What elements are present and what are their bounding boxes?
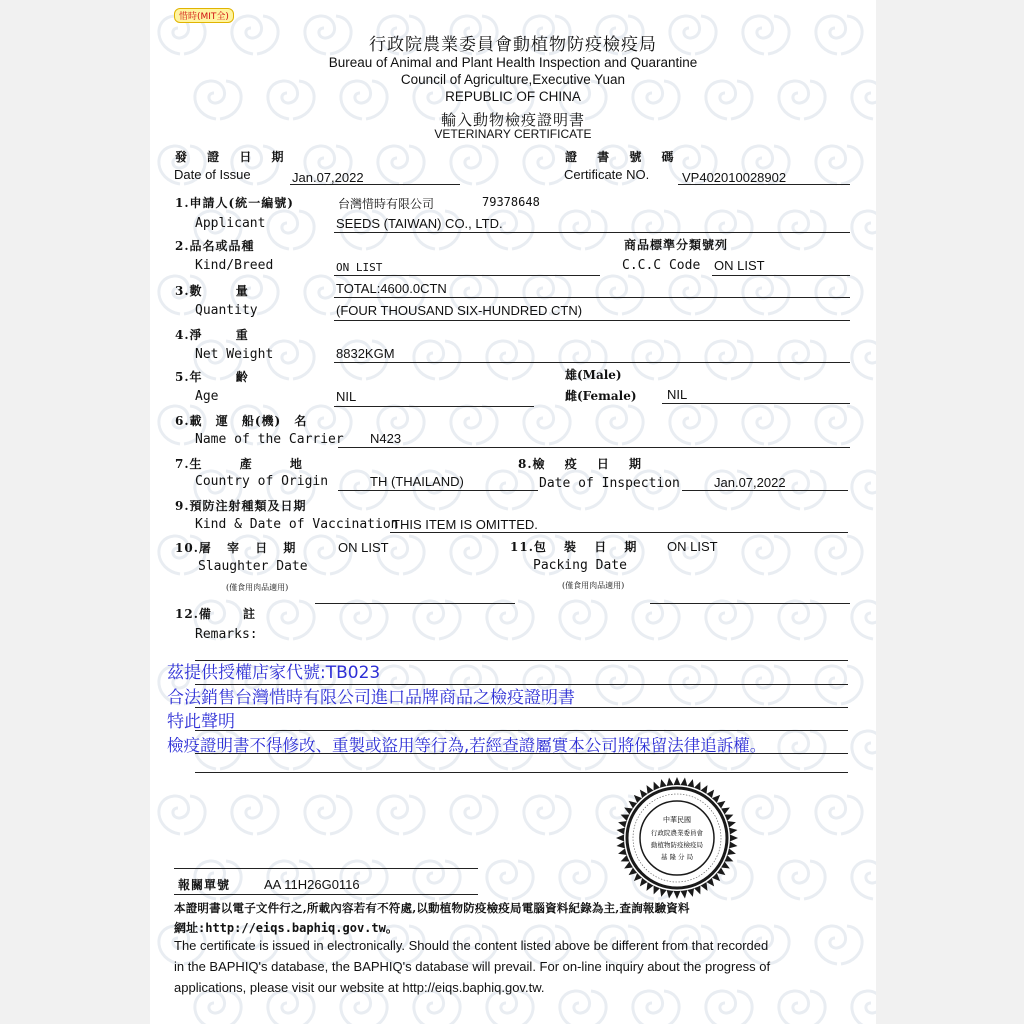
quantity-label-zh: 3.數 量 — [175, 284, 249, 298]
watermark-swirl — [487, 341, 533, 379]
carrier-label-zh: 6.載 運 船(機) 名 — [175, 414, 308, 428]
watermark-swirl — [487, 991, 533, 1024]
footer-note-en-3: applications, please visit our website at http://eiqs.baphiq.gov.tw. — [174, 980, 545, 995]
watermark-swirl — [232, 796, 278, 834]
issue-date-label: Date of Issue — [174, 167, 251, 182]
origin-label-zh: 7.生 產 地 — [175, 457, 303, 471]
carrier-line — [338, 447, 850, 448]
kind-label: Kind/Breed — [195, 258, 274, 273]
vaccination-line — [390, 532, 848, 533]
issue-date-value: Jan.07,2022 — [292, 170, 364, 185]
watermark-swirl — [816, 276, 862, 314]
watermark-swirl — [597, 406, 643, 444]
weight-line — [334, 362, 850, 363]
watermark-swirl — [852, 341, 876, 379]
watermark-swirl — [743, 276, 789, 314]
watermark-swirl — [706, 341, 752, 379]
vaccination-label-zh: 9.預防注射種類及日期 — [175, 499, 307, 513]
origin-value: TH (THAILAND) — [370, 474, 464, 489]
watermark-swirl — [852, 861, 876, 899]
watermark-swirl — [305, 796, 351, 834]
issue-date-line — [290, 184, 460, 185]
watermark-swirl — [816, 406, 862, 444]
footer-note-en-1: The certificate is issued in electronically. Should the content listed above be different from that recorded — [174, 938, 769, 953]
watermark-swirl — [414, 991, 460, 1024]
certificate-title-zh: 輸入動物檢疫證明書 — [440, 111, 585, 129]
watermark-swirl — [670, 276, 716, 314]
watermark-swirl — [268, 601, 314, 639]
customs-top-line — [174, 868, 478, 869]
watermark-swirl — [451, 406, 497, 444]
slaughter-label-zh: 10.屠 宰 日 期 — [175, 541, 297, 555]
age-value: NIL — [336, 389, 357, 404]
applicant-label-zh: 1.申請人(統一編號) — [175, 196, 294, 210]
watermark-swirl — [378, 796, 424, 834]
watermark-swirl — [268, 211, 314, 249]
watermark-swirl — [706, 601, 752, 639]
overlay-authorized-store: 茲提供授權店家代號:TB023 — [167, 663, 381, 683]
overlay-declaration: 特此聲明 — [167, 712, 235, 732]
applicant-label: Applicant — [195, 216, 266, 231]
watermark-swirl — [816, 536, 862, 574]
certificate-number-value: VP402010028902 — [682, 170, 787, 185]
overlay-legal-sale: 合法銷售台灣惜時有限公司進口品牌商品之檢疫證明書 — [167, 688, 575, 708]
bureau-name-en: Bureau of Animal and Plant Health Inspection and Quarantine — [328, 55, 698, 70]
watermark-swirl — [560, 861, 606, 899]
watermark-swirl — [341, 601, 387, 639]
inspection-value: Jan.07,2022 — [714, 475, 786, 490]
watermark-swirl — [487, 601, 533, 639]
age-label-zh: 5.年 齡 — [175, 370, 249, 384]
packing-note: (僅食用肉品適用) — [562, 581, 625, 590]
council-name-en: Council of Agriculture,Executive Yuan — [400, 72, 626, 87]
carrier-value: N423 — [370, 431, 402, 446]
quantity-value: TOTAL:4600.0CTN — [336, 281, 447, 296]
watermark-swirl — [743, 536, 789, 574]
watermark-swirl — [852, 731, 876, 769]
watermark-swirl — [524, 406, 570, 444]
watermark-swirl — [159, 796, 205, 834]
watermark-swirl — [524, 796, 570, 834]
kind-line — [334, 275, 600, 276]
slaughter-value: ON LIST — [338, 540, 389, 555]
weight-label-zh: 4.淨 重 — [175, 328, 249, 342]
customs-value: AA 11H26G0116 — [264, 877, 360, 892]
origin-line — [338, 490, 538, 491]
watermark-swirl — [779, 731, 825, 769]
watermark-swirl — [195, 991, 241, 1024]
store-tag: 惜時(MIT全) — [174, 8, 234, 23]
origin-label: Country of Origin — [195, 474, 329, 489]
certificate-page — [150, 0, 876, 1024]
ccc-value: ON LIST — [714, 258, 765, 273]
packing-label: Packing Date — [533, 558, 627, 573]
vaccination-value: THIS ITEM IS OMITTED. — [392, 517, 538, 532]
watermark-swirl — [779, 601, 825, 639]
applicant-name-zh: 台灣惜時有限公司 — [338, 197, 435, 211]
male-label: 雄(Male) — [565, 368, 622, 382]
watermark-swirl — [378, 146, 424, 184]
ccc-label: C.C.C Code — [622, 258, 701, 273]
applicant-value: SEEDS (TAIWAN) CO., LTD. — [336, 216, 503, 231]
footer-note-zh-1: 本證明書以電子文件行之,所載內容若有不符處,以動植物防疫檢疫局電腦資料紀錄為主,查詢報驗資料 — [174, 901, 690, 915]
bureau-name-zh: 行政院農業委員會動植物防疫檢疫局 — [369, 35, 657, 55]
certificate-number-line — [678, 184, 850, 185]
footer-note-en-2: in the BAPHIQ's database, the BAPHIQ's database will prevail. For on-line inquiry about the progress of — [174, 959, 771, 974]
watermark-swirl — [779, 211, 825, 249]
customs-line — [174, 894, 478, 895]
kind-value: ON LIST — [336, 261, 383, 274]
watermark-swirl — [670, 406, 716, 444]
remarks-label-zh: 12.備 註 — [175, 607, 257, 621]
age-label: Age — [195, 389, 219, 404]
issue-date-label-zh: 發 證 日 期 — [175, 150, 292, 164]
applicant-id: 79378648 — [482, 195, 540, 209]
packing-label-zh: 11.包 裝 日 期 — [510, 540, 638, 554]
seal-line-4: 基 隆 分 局 — [660, 853, 694, 861]
watermark-swirl — [852, 991, 876, 1024]
watermark-swirl — [451, 536, 497, 574]
watermark-swirl — [816, 926, 862, 964]
watermark-swirl — [268, 991, 314, 1024]
watermark-swirl — [487, 861, 533, 899]
watermark-swirl — [706, 991, 752, 1024]
overlay-legal-warning: 檢疫證明書不得修改、重製或盜用等行為,若經查證屬實本公司將保留法律追訴權。 — [167, 736, 767, 755]
certificate-title-en: VETERINARY CERTIFICATE — [434, 127, 592, 141]
slaughter-label: Slaughter Date — [198, 559, 308, 574]
watermark-swirl — [451, 796, 497, 834]
seal-line-2: 行政院農業委員會 — [651, 829, 703, 837]
watermark-swirl — [633, 601, 679, 639]
kind-label-zh: 2.品名或品種 — [175, 239, 255, 253]
quantity-words: (FOUR THOUSAND SIX-HUNDRED CTN) — [336, 303, 583, 318]
certificate-number-label-zh: 證 書 號 碼 — [565, 150, 682, 164]
watermark-swirl — [852, 211, 876, 249]
watermark-swirl — [852, 471, 876, 509]
watermark-swirl — [414, 341, 460, 379]
vaccination-label: Kind & Date of Vaccination — [195, 517, 399, 532]
seal-line-1: 中華民國 — [663, 816, 691, 824]
watermark-swirl — [779, 341, 825, 379]
inspection-line — [682, 490, 848, 491]
quantity-line-2 — [334, 320, 850, 321]
watermark-swirl — [560, 211, 606, 249]
watermark-swirl — [560, 991, 606, 1024]
quantity-label: Quantity — [195, 303, 258, 318]
weight-value: 8832KGM — [336, 346, 395, 361]
official-seal — [614, 775, 740, 901]
certificate-number-label: Certificate NO. — [564, 167, 650, 182]
watermark-swirl — [414, 601, 460, 639]
watermark-swirl — [597, 276, 643, 314]
watermark-swirl — [560, 601, 606, 639]
weight-label: Net Weight — [195, 347, 274, 362]
inspection-label-zh: 8.檢 疫 日 期 — [518, 457, 643, 471]
age-line — [334, 406, 534, 407]
footer-note-zh-2: 網址:http://eiqs.baphiq.gov.tw。 — [174, 921, 398, 935]
watermark-swirl — [451, 146, 497, 184]
seal-line-3: 動植物防疫檢疫局 — [651, 841, 703, 849]
slaughter-line — [315, 603, 515, 604]
country-name: REPUBLIC OF CHINA — [445, 89, 581, 104]
watermark-swirl — [816, 146, 862, 184]
female-line — [662, 403, 850, 404]
carrier-label: Name of the Carrier — [195, 432, 344, 447]
watermark-swirl — [852, 601, 876, 639]
watermark-swirl — [743, 406, 789, 444]
remark-line-4 — [195, 730, 848, 731]
female-value: NIL — [667, 387, 688, 402]
female-label: 雌(Female) — [565, 389, 637, 403]
remarks-label: Remarks: — [195, 627, 258, 642]
watermark-swirl — [816, 796, 862, 834]
watermark-swirl — [268, 341, 314, 379]
ccc-label-zh: 商品標準分類號列 — [624, 238, 729, 252]
watermark-swirl — [341, 991, 387, 1024]
slaughter-note: (僅食用肉品適用) — [226, 583, 289, 592]
watermark-swirl — [633, 341, 679, 379]
inspection-label: Date of Inspection — [539, 476, 680, 491]
customs-label: 報關單號 — [178, 878, 231, 892]
watermark-swirl — [779, 991, 825, 1024]
ccc-line — [712, 275, 850, 276]
applicant-line — [334, 232, 850, 233]
packing-line — [650, 603, 850, 604]
watermark-swirl — [779, 861, 825, 899]
packing-value: ON LIST — [667, 539, 718, 554]
quantity-line-1 — [334, 297, 850, 298]
watermark-swirl — [743, 796, 789, 834]
remark-line-6 — [195, 772, 848, 773]
watermark-swirl — [633, 991, 679, 1024]
